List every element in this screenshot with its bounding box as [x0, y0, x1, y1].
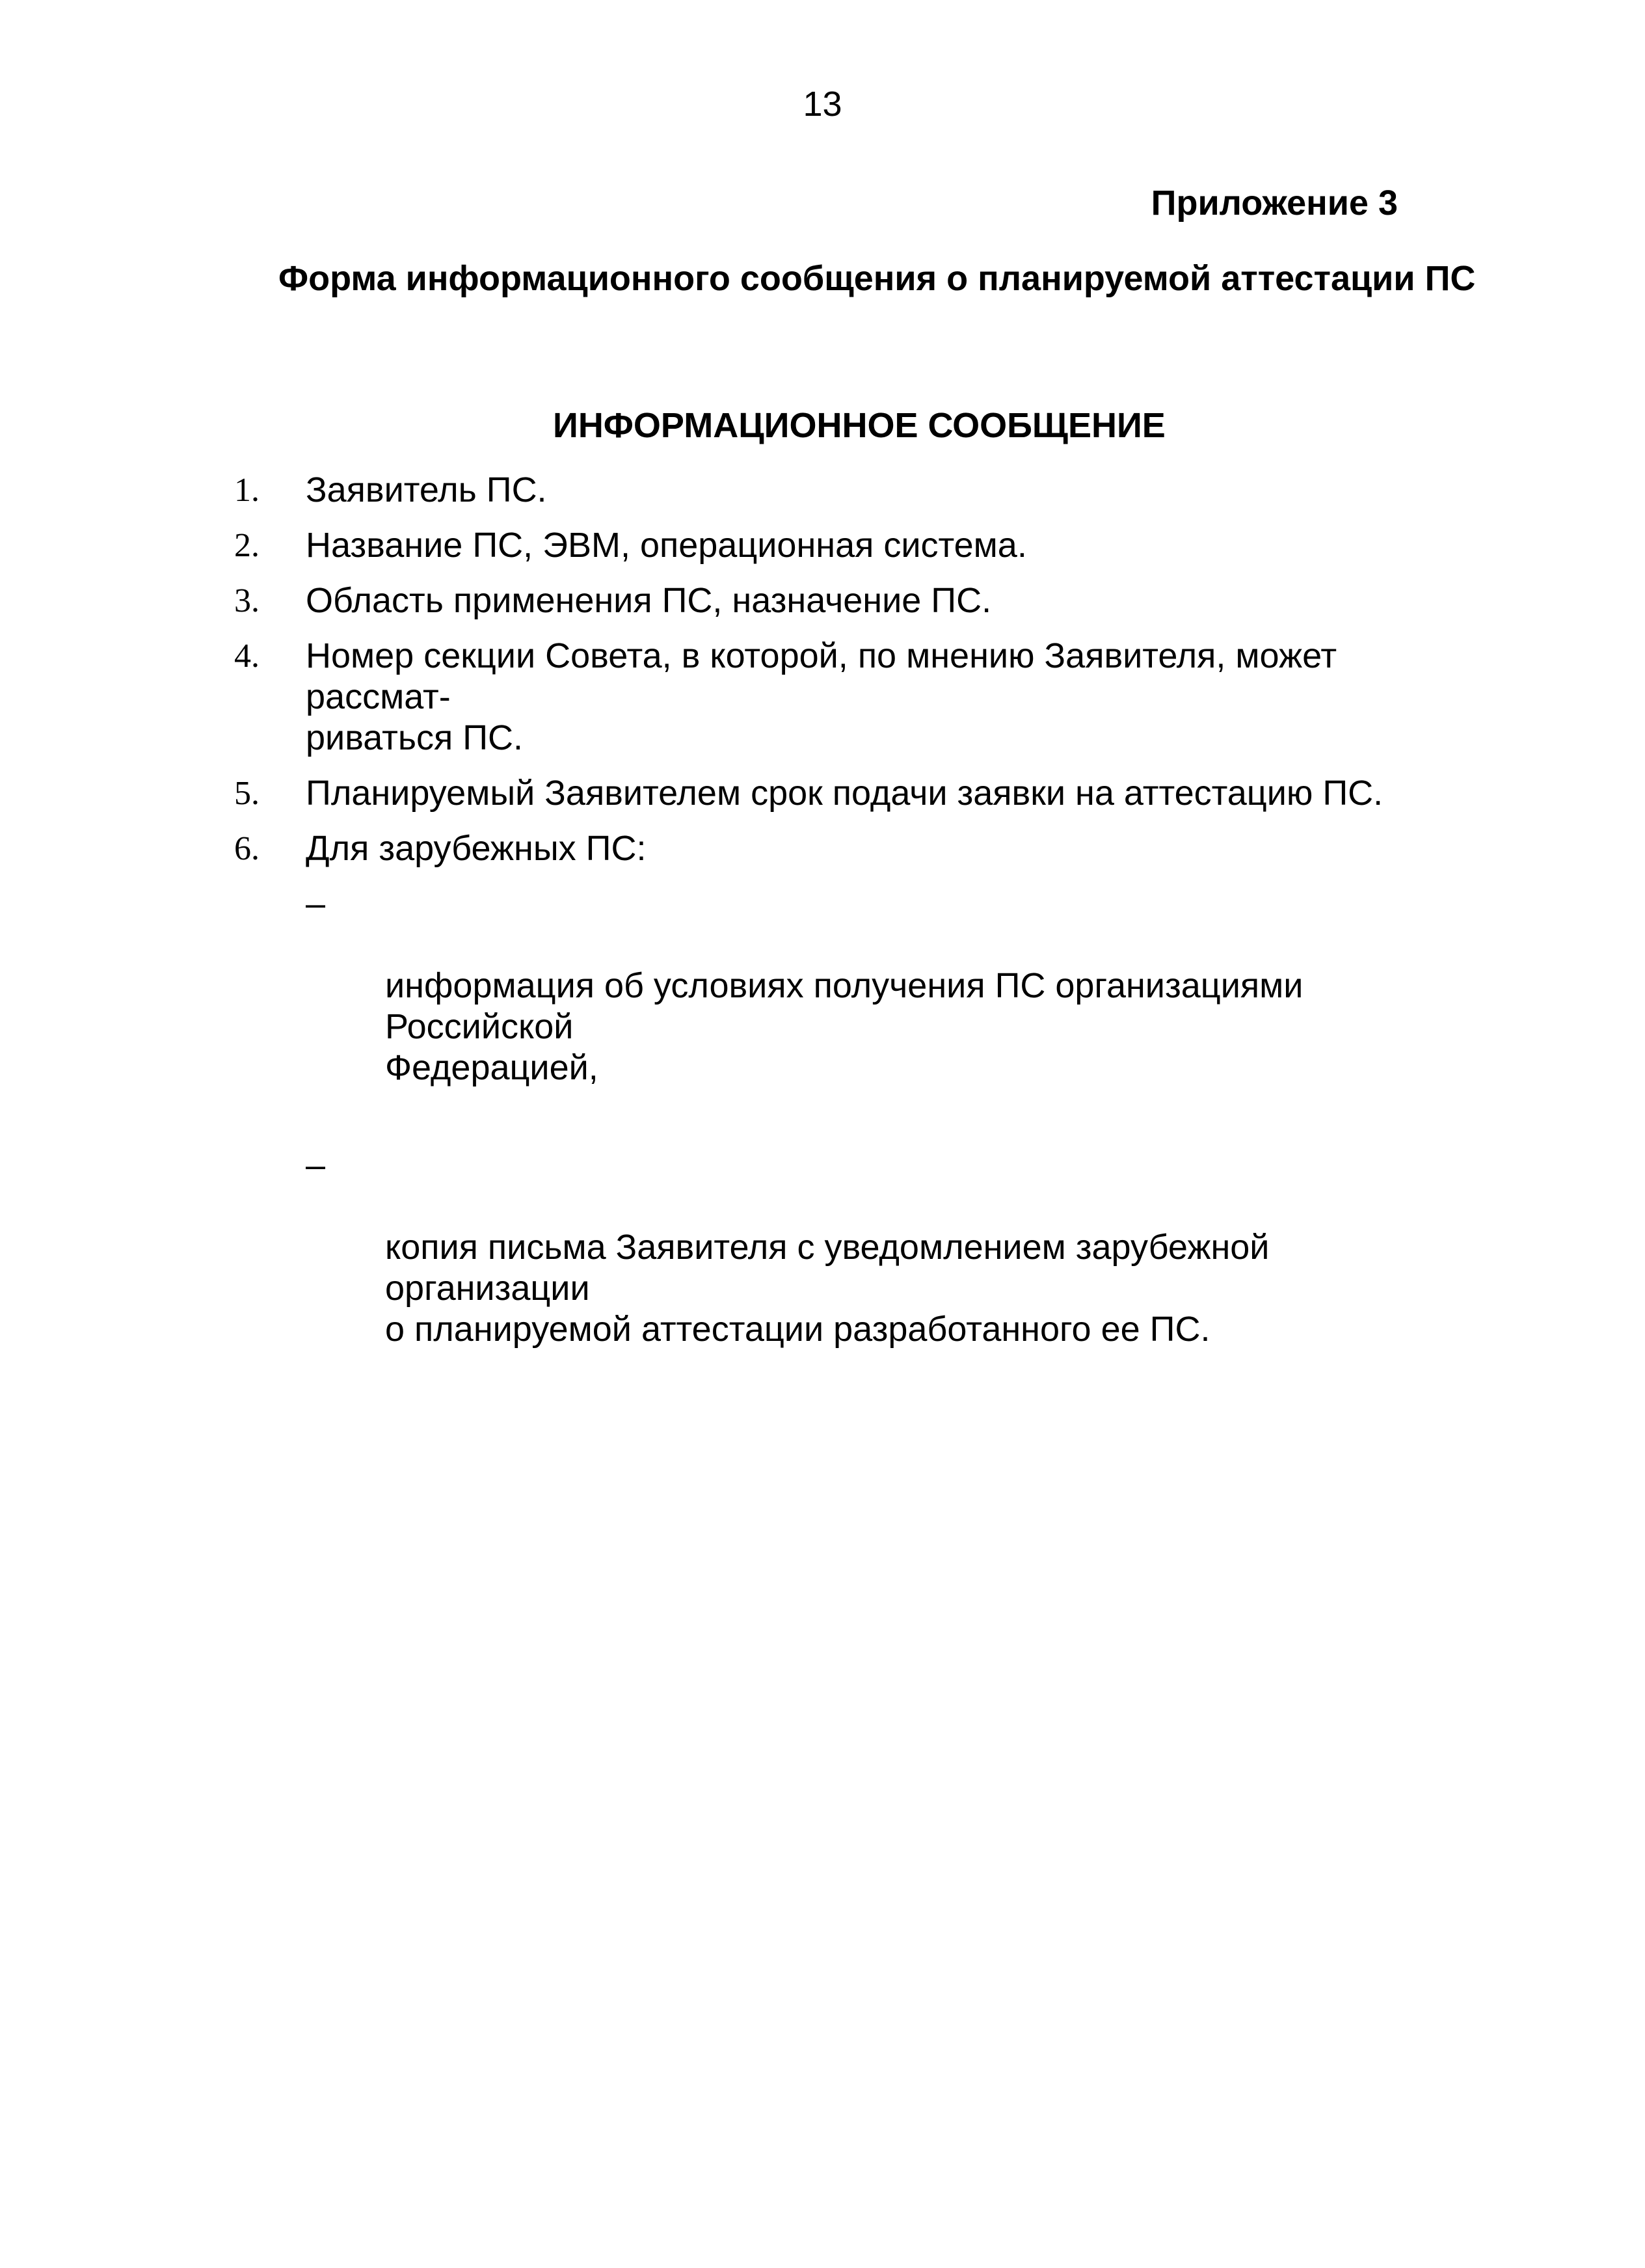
item-number: 2.: [234, 527, 260, 564]
form-title: Форма информационного сообщения о планируемой аттестации ПС: [278, 259, 1476, 298]
sub-list: [306, 884, 1438, 1391]
sub-list-item: [306, 884, 1438, 1129]
item-number: 5.: [234, 775, 260, 812]
numbered-list: [234, 470, 1438, 1407]
item-text: Планируемый Заявителем срок подачи заявки на аттестацию ПС.: [306, 774, 1384, 813]
sub-list-item: [306, 1145, 1438, 1391]
dash-mark: –: [306, 1146, 326, 1185]
item-number: 3.: [234, 582, 260, 619]
item-number: 6.: [234, 830, 260, 867]
list-item: [234, 828, 1438, 1391]
list-item: [234, 470, 1438, 511]
item-number: 4.: [234, 638, 260, 675]
sub-item-text: информация об условиях получения ПС организациями Российской Федерацией,: [385, 966, 1304, 1087]
dash-mark: –: [306, 884, 326, 923]
sub-item-text: копия письма Заявителя с уведомлением зарубежной организации о планируемой аттестации разработанного ее ПС.: [385, 1228, 1270, 1349]
item-text: Номер секции Совета, в которой, по мнению Заявителя, может рассмат- риваться ПС.: [306, 636, 1337, 757]
page-number: 13: [803, 85, 842, 124]
list-item: [234, 525, 1438, 566]
appendix-label: Приложение 3: [1151, 183, 1398, 223]
list-item: [234, 580, 1438, 621]
item-text: Название ПС, ЭВМ, операционная система.: [306, 526, 1027, 565]
item-text: Для зарубежных ПС:: [306, 829, 647, 868]
message-heading: ИНФОРМАЦИОННОЕ СООБЩЕНИЕ: [553, 406, 1166, 445]
item-text: Область применения ПС, назначение ПС.: [306, 581, 992, 620]
item-number: 1.: [234, 472, 260, 509]
item-text: Заявитель ПС.: [306, 470, 547, 509]
list-item: [234, 773, 1438, 814]
list-item: [234, 636, 1438, 759]
